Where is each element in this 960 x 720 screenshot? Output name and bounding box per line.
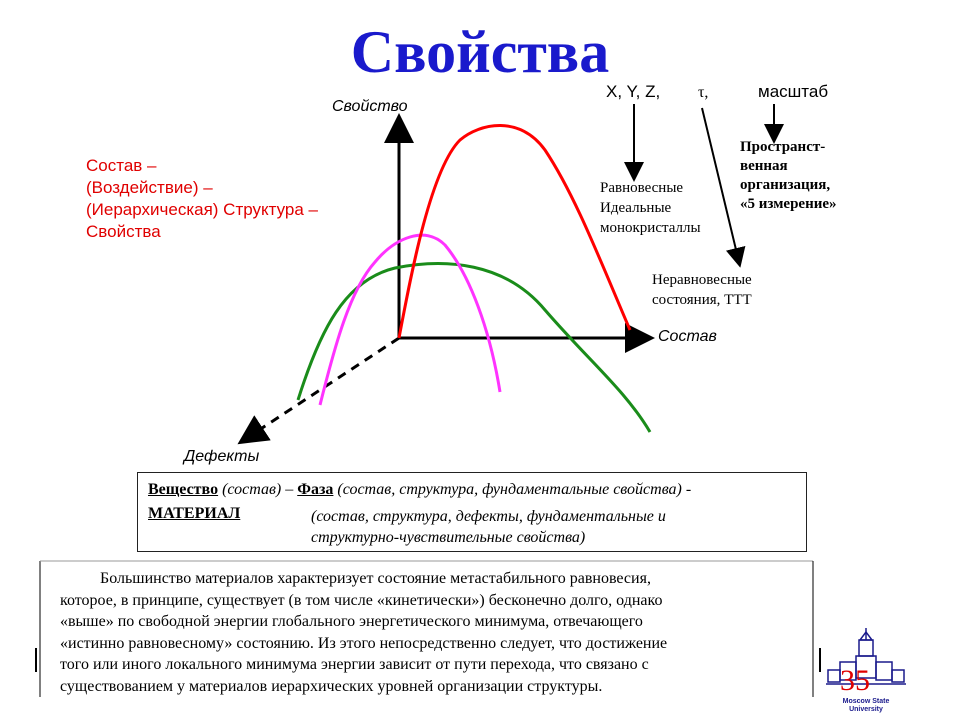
spatial-line: Пространст- bbox=[740, 139, 826, 155]
tau-label: τ, bbox=[698, 84, 709, 101]
sequence-line: (Воздействие) – bbox=[86, 178, 213, 197]
nonequilibrium-line: Неравновесные bbox=[652, 272, 752, 288]
sequence-line: Состав – bbox=[86, 156, 157, 175]
spatial-line: венная bbox=[740, 158, 788, 174]
substance-word: Вещество bbox=[148, 481, 219, 498]
spatial-line: «5 измерение» bbox=[740, 196, 837, 212]
material-note-2: структурно-чувствительные свойства) bbox=[311, 529, 586, 546]
paragraph-line: «выше» по свободной энергии глобального энергетического минимума, отвечающего bbox=[60, 613, 643, 630]
sequence-line: (Иерархическая) Структура – bbox=[86, 200, 318, 219]
paragraph-line: существованием у материалов иерархических уровней организации структуры. bbox=[60, 677, 603, 695]
dash: – bbox=[285, 481, 294, 498]
paragraph-line bbox=[60, 654, 804, 676]
composition-axis-label: Состав bbox=[658, 328, 717, 345]
property-axis-label: Свойство bbox=[332, 98, 408, 115]
xyz-label: X, Y, Z, bbox=[606, 82, 661, 101]
paragraph-line: которое, в принципе, существует (в том числе «кинетически») бесконечно долго, однако bbox=[60, 591, 663, 609]
logo-caption-line: Moscow State bbox=[842, 698, 890, 705]
spatial-line: организация, bbox=[740, 177, 831, 193]
page-title: Свойства bbox=[350, 19, 610, 85]
equilibrium-line: Идеальные bbox=[600, 200, 672, 216]
paragraph-line: Большинство материалов характеризует состояние метастабильного равновесия, bbox=[100, 570, 651, 587]
sequence-line: Свойства bbox=[86, 222, 161, 241]
equilibrium-line: монокристаллы bbox=[600, 220, 701, 236]
logo-caption bbox=[836, 698, 896, 714]
paragraph-line: «истинно равновесному» состоянию. Из этого непосредственно следует, что достижение bbox=[60, 634, 668, 652]
substance-note: (состав) bbox=[222, 481, 282, 498]
material-note-1: (состав, структура, дефекты, фундаментальные и bbox=[311, 508, 666, 525]
nonequilibrium-line: состояния, ТТТ bbox=[652, 292, 752, 308]
paragraph-line-text: того или иного локального минимума энергии зависит от пути перехода, что связано с bbox=[60, 656, 649, 673]
phase-word: Фаза bbox=[297, 481, 334, 498]
trailing-dash: - bbox=[685, 481, 692, 498]
logo-caption-line: University bbox=[849, 706, 883, 713]
phase-note: (состав, структура, фундаментальные свойства) bbox=[337, 481, 682, 498]
paragraph bbox=[60, 568, 804, 697]
equilibrium-line: Равновесные bbox=[600, 180, 684, 196]
scale-label: масштаб bbox=[758, 82, 829, 101]
page-number: 35 bbox=[840, 664, 870, 697]
defects-axis-label: Дефекты bbox=[184, 448, 260, 465]
material-word: МАТЕРИАЛ bbox=[148, 505, 241, 522]
